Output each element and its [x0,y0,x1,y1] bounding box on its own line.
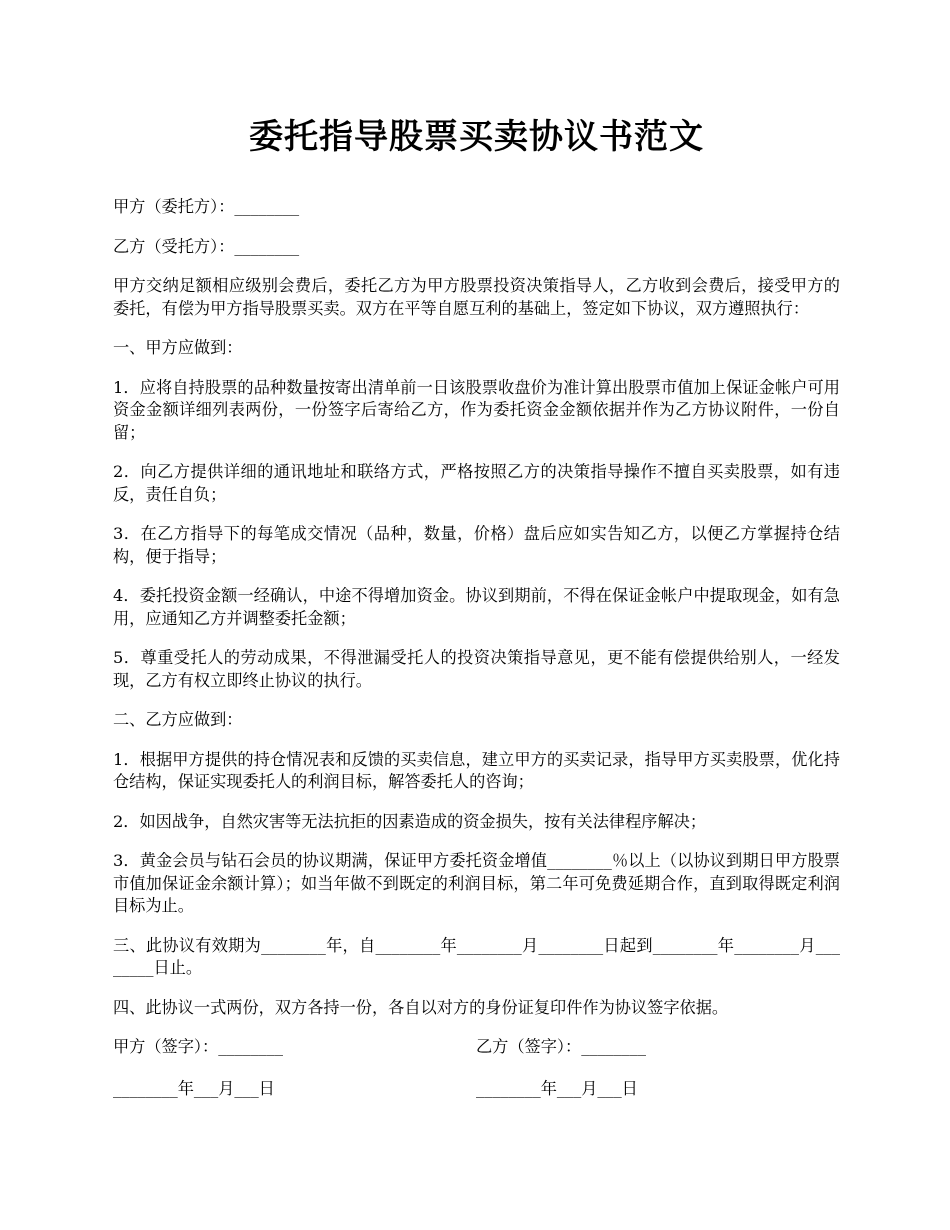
signature-row [113,1036,840,1059]
document-page [113,108,840,1119]
document-title: 委托指导股票买卖协议书范文 [249,117,704,157]
section1-item-5: 5．尊重受托人的劳动成果，不得泄漏受托人的投资决策指导意见，更不能有偿提供给别人，一经发现，乙方有权立即终止协议的执行。 [113,648,840,690]
section1-item-4: 4．委托投资金额一经确认，中途不得增加资金。协议到期前，不得在保证金帐户中提取现金，如有急用，应通知乙方并调整委托金额； [113,586,840,628]
section1-item-2: 2．向乙方提供详细的通讯地址和联络方式，严格按照乙方的决策指导操作不擅自买卖股票，如有违反，责任自负； [113,462,840,504]
party-a-date: ________年___月___日 [113,1078,275,1098]
section1-item-1: 1．应将自持股票的品种数量按寄出清单前一日该股票收盘价为准计算出股票市值加上保证金帐户可用资金金额详细列表两份，一份签字后寄给乙方，作为委托资金金额依据并作为乙方协议附件，一份自留； [113,377,840,442]
section2-heading: 二、乙方应做到： [113,710,243,729]
date-row [113,1078,840,1101]
section1-heading: 一、甲方应做到： [113,338,243,357]
party-a-signature: 甲方（签字）：________ [113,1037,283,1056]
party-b-date: ________年___月___日 [476,1078,638,1098]
party-b-line: 乙方（受托方）：________ [113,236,300,256]
party-a-line: 甲方（委托方）：________ [113,197,300,216]
section1-item-3: 3．在乙方指导下的每笔成交情况（品种，数量，价格）盘后应如实告知乙方，以便乙方掌握持仓结构，便于指导； [113,524,840,566]
section3-paragraph: 三、此协议有效期为________年，自________年________月________日起到________年________月________日止。 [113,935,840,977]
section4-paragraph: 四、此协议一式两份，双方各持一份，各自以对方的身份证复印件作为协议签字依据。 [113,997,729,1017]
section2-item-3: 3．黄金会员与钻石会员的协议期满，保证甲方委托资金增值________％以上（以协议到期日甲方股票市值加保证金余额计算）；如当年做不到既定的利润目标，第二年可免费延期合作，直到取得既定利润目标为止。 [113,851,840,915]
section2-item-2: 2．如因战争，自然灾害等无法抗拒的因素造成的资金损失，按有关法律程序解决； [113,811,707,831]
party-b-signature: 乙方（签字）：________ [476,1037,646,1056]
intro-paragraph: 甲方交纳足额相应级别会费后，委托乙方为甲方股票投资决策指导人，乙方收到会费后，接受甲方的委托，有偿为甲方指导股票买卖。双方在平等自愿互利的基础上，签定如下协议，双方遵照执行： [113,276,840,318]
section2-item-1: 1．根据甲方提供的持仓情况表和反馈的买卖信息，建立甲方的买卖记录，指导甲方买卖股票，优化持仓结构，保证实现委托人的利润目标，解答委托人的咨询； [113,749,840,791]
